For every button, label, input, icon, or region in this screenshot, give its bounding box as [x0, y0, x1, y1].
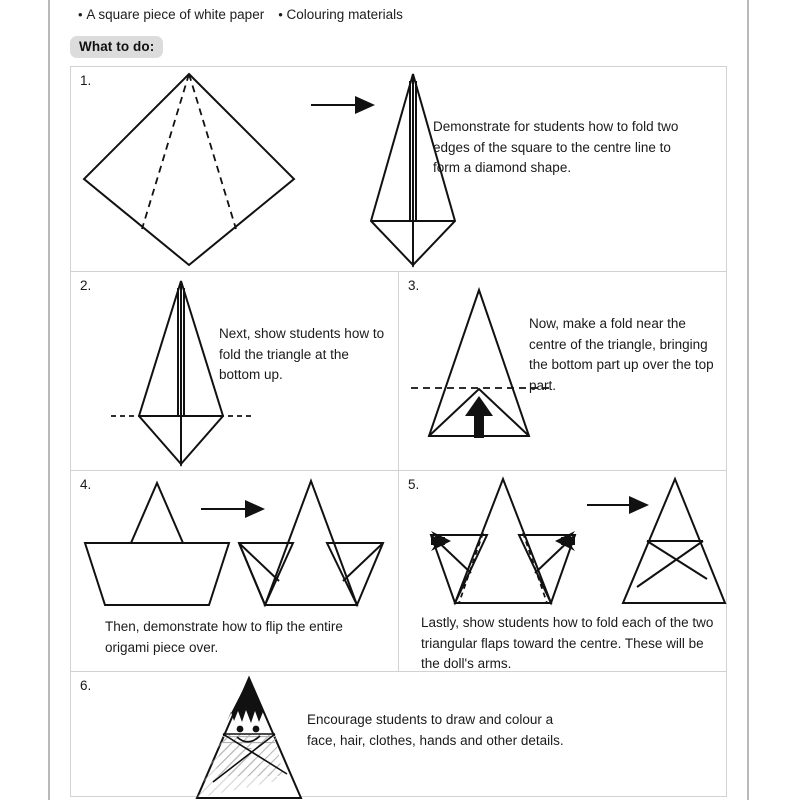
fold-up-arrow-icon — [465, 396, 493, 438]
materials-item-2-label: Colouring materials — [286, 7, 403, 22]
materials-list — [78, 6, 417, 24]
bullet-icon: • — [278, 7, 283, 22]
table-row — [71, 67, 727, 272]
what-to-do-badge: What to do: — [70, 36, 163, 58]
step-4-diagram — [79, 477, 395, 617]
step-5-diagram — [407, 475, 725, 611]
step-3-text: Now, make a fold near the centre of the triangle, bringing the bottom part up over the top part. — [529, 316, 714, 393]
steps-table — [70, 66, 727, 797]
step-number-3: 3. — [408, 278, 420, 293]
transition-arrow-icon — [587, 496, 649, 514]
doll-eye-right — [253, 726, 260, 733]
materials-item-1-label: A square piece of white paper — [86, 7, 265, 22]
step-2-text: Next, show students how to fold the triangle at the bottom up. — [219, 326, 385, 382]
materials-item-2 — [278, 7, 403, 22]
step-1-text: Demonstrate for students how to fold two edges of the square to the centre line to form a diamond shape. — [433, 119, 679, 175]
step-number-2: 2. — [80, 278, 92, 293]
step-6-diagram — [189, 676, 309, 798]
step-4-text: Then, demonstrate how to flip the entire origami piece over. — [105, 619, 343, 655]
step-1-diagram — [79, 69, 431, 269]
step-number-5: 5. — [408, 477, 420, 492]
step-cell-3 — [399, 272, 727, 471]
table-row — [71, 272, 727, 471]
step-number-4: 4. — [80, 477, 92, 492]
step-cell-1 — [71, 67, 727, 272]
step-number-6: 6. — [80, 678, 92, 693]
page-right-margin-rule — [747, 0, 749, 800]
page-left-margin-rule — [48, 0, 50, 800]
step-cell-2 — [71, 272, 399, 471]
step-6-text: Encourage students to draw and colour a face, hair, clothes, hands and other details. — [307, 712, 564, 748]
transition-arrow-icon — [311, 96, 375, 114]
doll-eye-left — [237, 726, 244, 733]
transition-arrow-icon — [201, 500, 265, 518]
bullet-icon: • — [78, 7, 83, 22]
materials-item-1 — [78, 7, 264, 22]
step-cell-4 — [71, 471, 399, 672]
step-cell-5 — [399, 471, 727, 672]
table-row — [71, 672, 727, 797]
step-cell-6 — [71, 672, 727, 797]
table-row — [71, 471, 727, 672]
step-5-text: Lastly, show students how to fold each of the two triangular flaps toward the centre. These will be the doll's arms. — [421, 615, 714, 671]
step-number-1: 1. — [80, 73, 92, 88]
